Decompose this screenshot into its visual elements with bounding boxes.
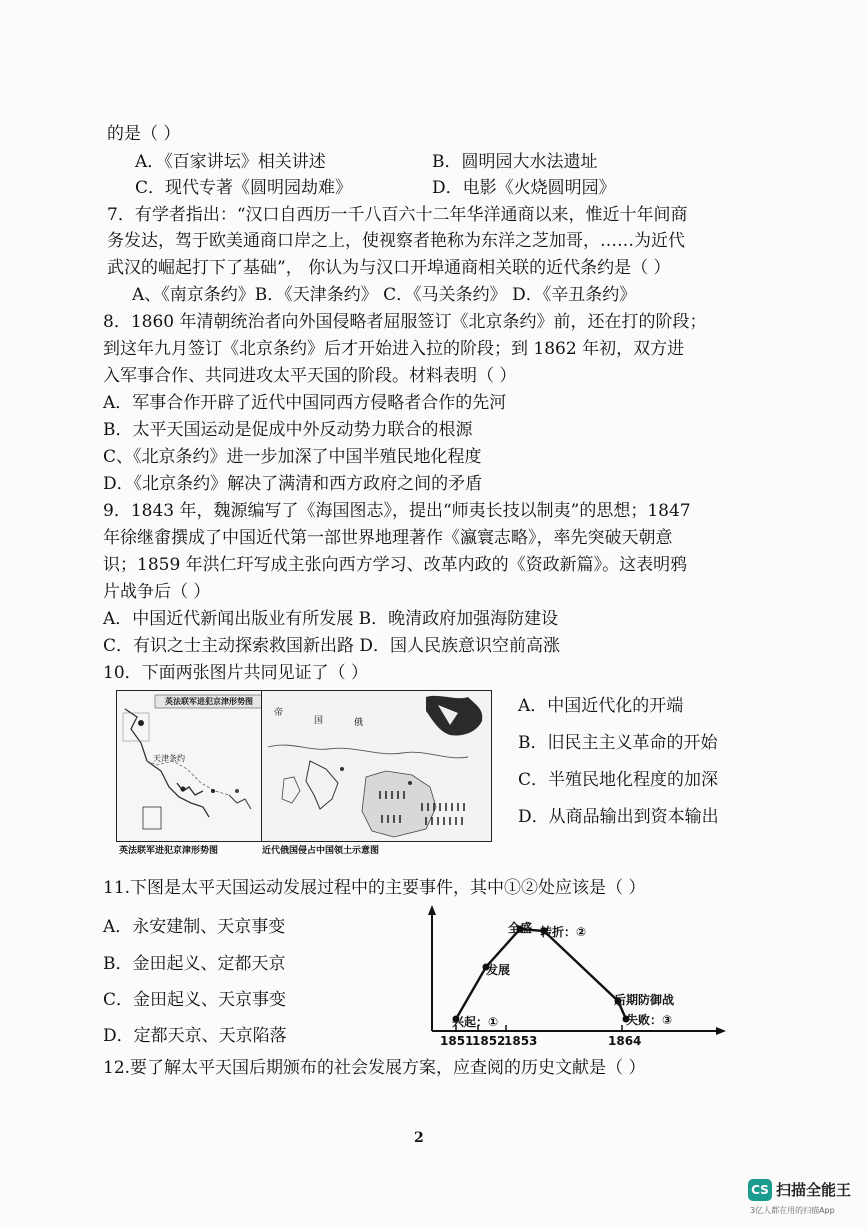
q6-option-c: C．现代专著《圆明园劫难》 (135, 178, 353, 198)
page-number: 2 (414, 1130, 424, 1146)
q11-option-b: B．金田起义、定都天京 (103, 954, 286, 974)
map-russian-occupation (261, 690, 492, 842)
label-peak: 全盛 (508, 921, 533, 935)
trend-line (456, 929, 626, 1019)
taiping-timeline-graph (422, 903, 742, 1053)
q10-option-b: B．旧民主主义革命的开始 (518, 733, 718, 753)
q11-option-c: C．金田起义、天京事变 (103, 990, 287, 1010)
map2-label-left: 帝 (274, 708, 284, 718)
q8-option-c: C、《北京条约》进一步加深了中国半殖民地化程度 (103, 447, 482, 467)
watermark-title: 扫描全能王 (776, 1181, 852, 1199)
watermark-subtitle: 3亿人都在用的扫描App (750, 1206, 835, 1215)
q7-line1: 7．有学者指出：“汉口自西历一千八百六十二年华洋通商以来，惟近十年间商 (107, 205, 688, 225)
q9-line2: 年徐继畬撰成了中国近代第一部世界地理著作《瀛寰志略》，率先突破天朝意 (103, 528, 673, 548)
camscanner-logo-icon: CS (748, 1179, 772, 1201)
q6-option-b: B．圆明园大水法遗址 (432, 152, 598, 172)
q8-line3: 入军事合作、共同进攻太平天国的阶段。材料表明（ ） (103, 366, 517, 386)
q8-option-a: A．军事合作开辟了近代中国同西方侵略者合作的先河 (103, 393, 507, 413)
map2-label-mid: 国 (314, 716, 324, 726)
q9-options-ab: A．中国近代新闻出版业有所发展 B．晚清政府加强海防建设 (103, 609, 559, 629)
q6-option-d: D．电影《火烧圆明园》 (432, 178, 616, 198)
q10-option-a: A．中国近代化的开端 (518, 696, 684, 716)
map1-label-tianjin: 天津条约 (153, 754, 185, 763)
label-late-defense: 后期防御战 (614, 993, 675, 1007)
q8-line1: 8．1860 年清朝统治者向外国侵略者屈服签订《北京条约》前，还在打的阶段； (103, 312, 707, 332)
map1-title: 英法联军进犯京津形势图 (165, 697, 253, 706)
map2-label-right: 俄 (354, 718, 364, 728)
q11-option-d: D．定都天京、天京陷落 (103, 1026, 287, 1046)
q11-stem: 11.下图是太平天国运动发展过程中的主要事件，其中①②处应该是（ ） (103, 878, 646, 898)
q8-option-b: B．太平天国运动是促成中外反动势力联合的根源 (103, 420, 473, 440)
q10-stem: 10．下面两张图片共同见证了（ ） (103, 663, 369, 683)
q7-line3: 武汉的崛起打下了基础”， 你认为与汉口开埠通商相关联的近代条约是（ ） (107, 258, 671, 278)
q10-option-c: C．半殖民地化程度的加深 (518, 770, 719, 790)
q9-line4: 片战争后（ ） (103, 582, 211, 602)
year-tick-1864: 1864 (608, 1034, 642, 1048)
year-tick-1853: 1853 (504, 1034, 538, 1048)
scanner-watermark (748, 1177, 863, 1219)
q8-option-d: D．《北京条约》解决了满清和西方政府之间的矛盾 (103, 474, 483, 494)
map1-caption: 英法联军进犯京津形势图 (119, 846, 219, 856)
q10-option-d: D．从商品输出到资本输出 (518, 807, 719, 827)
q6-tail: 的是（ ） (107, 124, 181, 144)
map2-drawing (262, 691, 491, 841)
q7-line2: 务发达，驾于欧美通商口岸之上，使视察者艳称为东洋之芝加哥，……为近代 (107, 231, 685, 251)
label-turning-point: 转折：② (540, 925, 587, 939)
q9-line3: 识；1859 年洪仁玕写成主张向西方学习、改革内政的《资政新篇》。这表明鸦 (103, 555, 688, 575)
year-tick-1851: 1851 (440, 1034, 474, 1048)
label-failure: 失败：③ (626, 1013, 673, 1027)
map-anglo-french-invasion (116, 690, 275, 842)
year-tick-1852: 1852 (472, 1034, 506, 1048)
q6-option-a: A．《百家讲坛》相关讲述 (135, 152, 326, 172)
q8-line2: 到这年九月签订《北京条约》后才开始进入拉的阶段；到 1862 年初，双方进 (103, 339, 685, 359)
q12-stem: 12.要了解太平天国后期颁布的社会发展方案，应查阅的历史文献是（ ） (103, 1058, 646, 1078)
map2-caption: 近代俄国侵占中国领土示意图 (262, 846, 380, 856)
label-rise: 兴起：① (452, 1015, 499, 1029)
map1-drawing (117, 691, 274, 841)
q11-option-a: A．永安建制、天京事变 (103, 917, 286, 937)
q9-options-cd: C．有识之士主动探索救国新出路 D．国人民族意识空前高涨 (103, 636, 561, 656)
q9-line1: 9．1843 年，魏源编写了《海国图志》，提出“师夷长技以制夷”的思想；1847 (103, 501, 691, 521)
q7-options: A、《南京条约》B．《天津条约》 C．《马关条约》 D．《辛丑条约》 (132, 285, 637, 305)
label-develop: 发展 (486, 963, 511, 977)
